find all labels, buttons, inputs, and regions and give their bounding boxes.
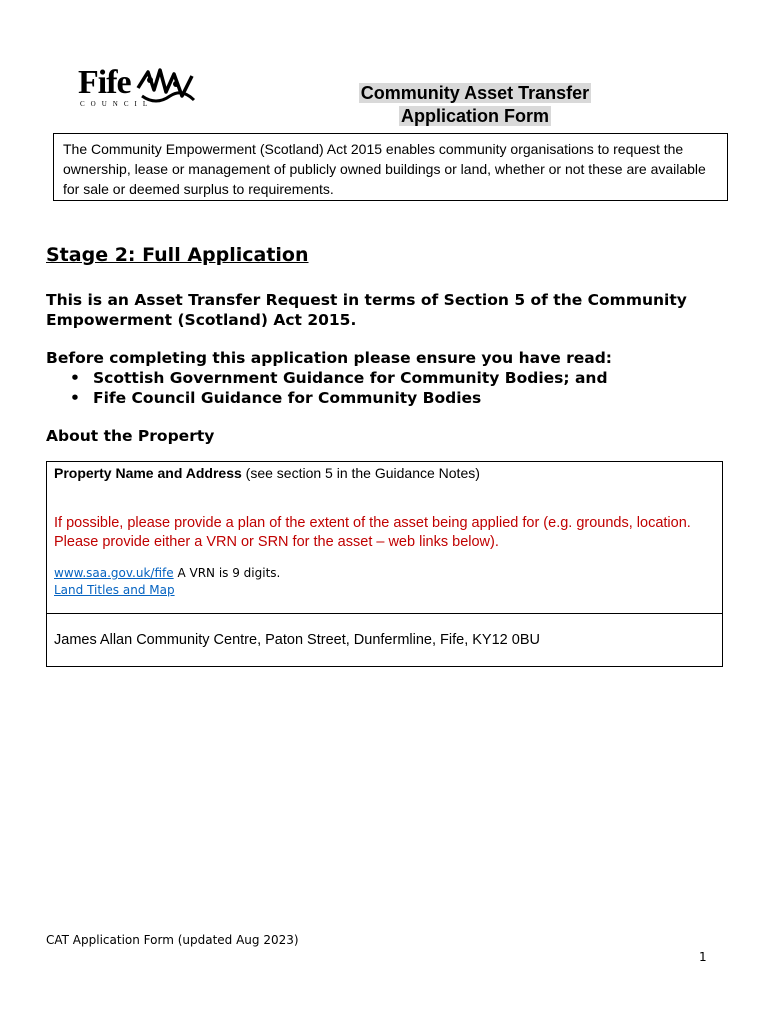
logo-subtext: COUNCIL (80, 100, 154, 108)
property-links (54, 565, 280, 599)
guidance-list (70, 368, 608, 408)
fife-council-logo (78, 66, 203, 112)
intro-box: The Community Empowerment (Scotland) Act 2015 enables community organisations to request the ownership, lease or management of publicly owned buildings or land, whether or not these are available for sale or deemed surplus to requirements. (53, 133, 728, 201)
saa-link[interactable]: www.saa.gov.uk/fife (54, 566, 174, 580)
form-title (330, 82, 620, 128)
footer-text: CAT Application Form (updated Aug 2023) (46, 933, 299, 947)
before-text: Before completing this application please ensure you have read: (46, 349, 613, 367)
vrn-note: A VRN is 9 digits. (173, 566, 281, 580)
property-label (54, 465, 480, 481)
land-titles-link[interactable]: Land Titles and Map (54, 583, 175, 597)
logo-text: Fife (78, 64, 131, 101)
property-value-field[interactable]: James Allan Community Centre, Paton Street, Dunfermline, Fife, KY12 0BU (54, 632, 540, 648)
logo-emblem-icon (136, 66, 198, 110)
stage-heading: Stage 2: Full Application (46, 244, 309, 266)
title-line-2: Application Form (401, 106, 549, 126)
property-label-cell (47, 462, 722, 614)
property-instruction: If possible, please provide a plan of the extent of the asset being applied for (e.g. grounds, location. Please provide either a VRN or SRN for the asset – web links below). (54, 515, 691, 550)
page-number: 1 (699, 950, 707, 964)
guidance-item: • Scottish Government Guidance for Community Bodies; and (70, 368, 608, 388)
property-table (46, 461, 723, 667)
property-label-note: (see section 5 in the Guidance Notes) (241, 465, 480, 481)
guidance-item: • Fife Council Guidance for Community Bodies (70, 388, 608, 408)
about-property-heading: About the Property (46, 427, 215, 445)
title-line-1: Community Asset Transfer (360, 83, 590, 103)
property-label-bold: Property Name and Address (54, 465, 242, 481)
request-text: This is an Asset Transfer Request in terms of Section 5 of the Community Empowerment (Scotland) Act 2015. (46, 291, 687, 329)
